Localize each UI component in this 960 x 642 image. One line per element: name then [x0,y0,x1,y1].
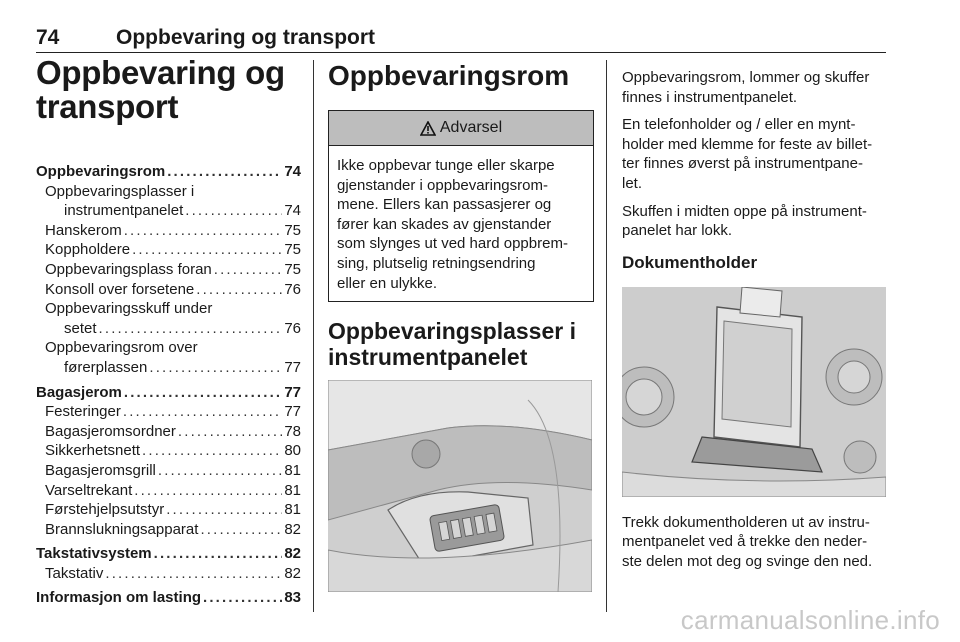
watermark: carmanualsonline.info [680,605,940,635]
toc-entry-takstativ[interactable]: Takstativ . . . 82 [36,564,301,584]
right-column [622,68,890,580]
warning-title: Advarsel [439,119,503,136]
toc-entry-konsoll[interactable]: Konsoll over forsetene . . . 76 [36,280,301,300]
toc-entry-hanskerom[interactable]: Hanskerom . . . 75 [36,221,301,241]
paragraph-phone-holder: En telefonholder og / eller en mynt- holder med klemme for feste av billet- ter finnes øverst på instrumentpane- let. [622,116,873,192]
running-title: Oppbevaring og transport [116,26,376,49]
section-title: Oppbevaringsrom [328,60,570,91]
toc-entry-bagasjeromsgrill[interactable]: Bagasjeromsgrill . . . 81 [36,461,301,481]
warning-header [329,111,593,146]
paragraph-storage: Oppbevaringsrom, lommer og skuffer finnes i instrumentpanelet. [622,69,870,106]
toc-entry-bagasjeromsordner[interactable]: Bagasjeromsordner . . . 78 [36,422,301,442]
toc-column [36,56,301,608]
table-of-contents [36,162,301,608]
page-number: 74 [36,26,60,49]
subsection-title: Oppbevaringsplasser i instrumentpanelet [328,318,576,371]
toc-entry-forstehjelpsutstyr[interactable]: Førstehjelpsutstyr . . . 81 [36,500,301,520]
toc-entry-takstativsystem[interactable]: Takstativsystem . . . 82 [36,544,301,564]
paragraph-document-holder: Trekk dokumentholderen ut av instru- mentpanelet ved å trekke den neder- ste delen mot deg og svinge den ned. [622,513,873,570]
column-divider-left [313,60,314,612]
document-holder-heading: Dokumentholder [622,252,758,272]
middle-column [328,60,594,592]
toc-entry-festeringer[interactable]: Festeringer . . . 77 [36,402,301,422]
column-divider-right [606,60,607,612]
toc-entry-varseltrekant[interactable]: Varseltrekant . . . 81 [36,481,301,501]
toc-entry-oppbevaringsskuff[interactable]: Oppbevaringsskuff under setet . . . 76 [36,299,301,338]
warning-text: Ikke oppbevar tunge eller skarpe gjenstander i oppbevaringsrom- mene. Ellers kan passasjerer og fører kan skades av gjenstander som slynges ut ved hard oppbrem- sing, plutselig retningsendring eller en ulykke. [337,157,568,292]
paragraph-drawer: Skuffen i midten oppe på instrument- panelet har lokk. [622,202,867,240]
toc-entry-sikkerhetsnett[interactable]: Sikkerhetsnett . . . 80 [36,441,301,461]
toc-entry-oppbevaringsrom[interactable]: Oppbevaringsrom . . . 74 [36,162,301,182]
document-holder-illustration [622,287,886,497]
chapter-title: Oppbevaring og transport [36,54,285,125]
toc-entry-brannslukningsapparat[interactable]: Brannslukningsapparat . . . 82 [36,520,301,540]
instrument-panel-illustration [328,380,592,592]
toc-entry-oppbevaringsrom-over[interactable]: Oppbevaringsrom over førerplassen . . . 77 [36,338,301,377]
toc-entry-oppbevaringsplasser[interactable]: Oppbevaringsplasser i instrumentpanelet . . . 74 [36,182,301,221]
toc-entry-informasjon-om-lasting[interactable]: Informasjon om lasting . . . 83 [36,588,301,608]
toc-entry-koppholdere[interactable]: Koppholdere . . . 75 [36,240,301,260]
toc-entry-bagasjerom[interactable]: Bagasjerom . . . 77 [36,383,301,403]
toc-entry-oppbevaringsplass-foran[interactable]: Oppbevaringsplass foran . . . 75 [36,260,301,280]
page-header [36,26,886,53]
warning-triangle-icon [420,121,436,136]
warning-box [328,110,594,302]
